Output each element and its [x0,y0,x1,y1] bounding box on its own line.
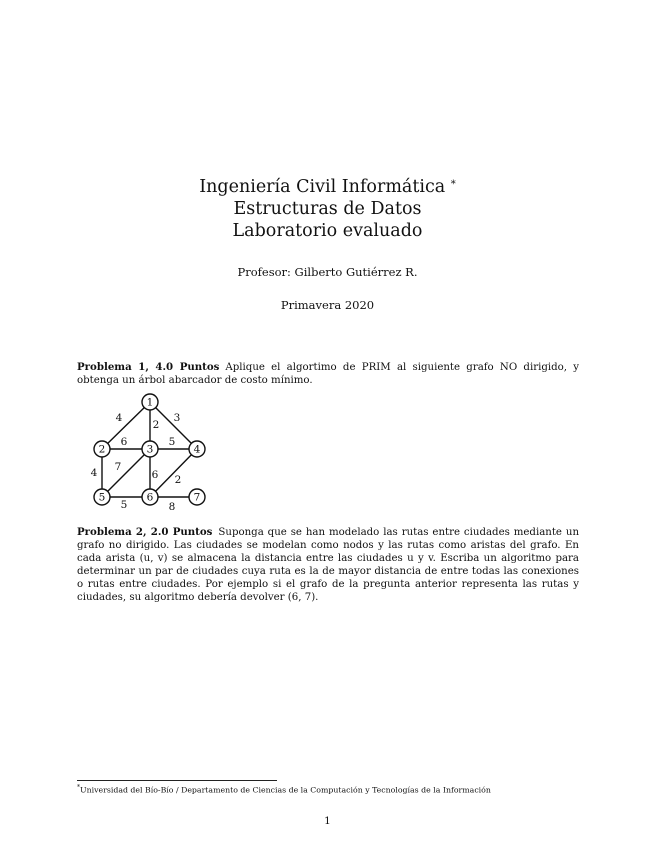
title-line-1: Ingeniería Civil Informática * [199,177,456,197]
svg-text:3: 3 [146,443,154,456]
svg-text:2: 2 [98,443,106,456]
graph-node-5 [94,489,110,505]
graph-edge-weight-2-5: 4 [90,467,98,479]
problem-1-text: Aplique el algortimo de PRIM al siguiente grafo NO dirigido, y obtenga un árbol abarcador de costo mínimo. [77,362,579,386]
graph-edge-weight-5-6: 5 [120,499,128,511]
svg-text:1: 1 [146,396,154,409]
graph-node-3 [142,441,158,457]
graph-edge-weight-3-5: 7 [114,461,122,473]
graph-edge-weight-2-3: 6 [120,436,128,448]
footnote-rule [77,780,277,781]
graph-edge-weight-1-4: 3 [173,412,181,424]
footnote [77,783,597,796]
title-block [0,176,655,242]
graph-edge-weight-6-7: 8 [168,501,176,513]
graph-edge-weight-3-6: 6 [151,469,159,481]
date: Primavera 2020 [280,298,375,312]
graph-node-1 [142,394,158,410]
graph-node-6 [142,489,158,505]
svg-text:6: 6 [146,491,154,504]
problem-1-label: Problema 1, 4.0 Puntos [77,361,220,373]
graph-edge-weight-3-4: 5 [168,436,176,448]
footnote-mark: * [77,784,80,791]
graph-edge-3-5 [102,449,150,497]
svg-text:7: 7 [193,491,201,504]
title-footnote-mark: * [450,179,456,190]
title-line-3: Laboratorio evaluado [232,221,423,241]
problem-2-text: Suponga que se han modelado las rutas entre ciudades mediante un grafo no dirigido. Las ciudades se modelan como nodos y las rutas como aristas del grafo. En cada arista (u, v) se almacena la distancia entre las ciudades u y v. Escriba un algoritmo para determinar un par de ciudades cuya ruta es la de mayor distancia de entre todas las conexiones o rutas entre ciudades. Por ejemplo si el grafo de la pregunta anterior representa las rutas y ciudades, su algoritmo debería devolver (6, 7). [77,527,579,603]
author: Profesor: Gilberto Gutiérrez R. [237,265,418,279]
title-line-2: Estructuras de Datos [233,199,422,219]
svg-text:5: 5 [98,491,106,504]
svg-text:4: 4 [193,443,201,456]
graph-edge-weight-1-2: 4 [115,412,123,424]
graph-node-4 [189,441,205,457]
graph-node-7 [189,489,205,505]
graph-node-2 [94,441,110,457]
graph-edge-weight-4-6: 2 [174,474,182,486]
graph-edge-weight-1-3: 2 [152,419,160,431]
footnote-text: Universidad del Bío-Bío / Departamento de Ciencias de la Computación y Tecnologías de la Información [80,785,491,795]
problem-2-label: Problema 2, 2.0 Puntos [77,526,213,538]
problem-1 [77,361,579,387]
graph-diagram [80,390,220,515]
page-number: 1 [324,815,331,827]
problem-2 [77,526,579,604]
